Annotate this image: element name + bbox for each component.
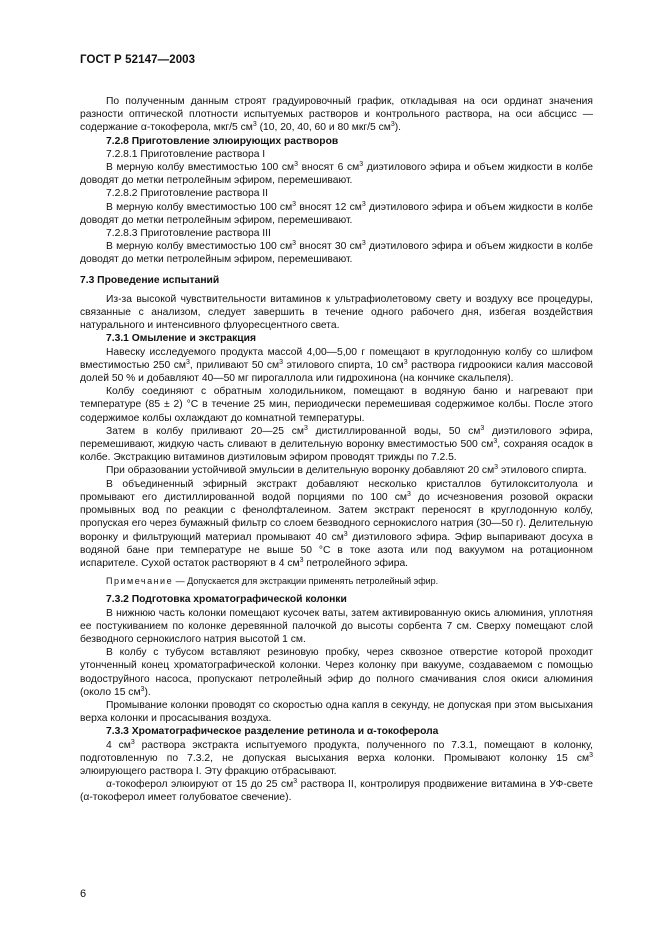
heading-7-2-8: 7.2.8 Приготовление элюирующих растворов bbox=[106, 135, 339, 147]
heading-7-3-3: 7.3.3 Хроматографическое разделение ретинола и α-токоферола bbox=[106, 726, 439, 738]
page-number: 6 bbox=[80, 888, 87, 900]
paragraph-7-3-3-b: α-токоферол элюируют от 15 до 25 $см^3$ раствора II, контролируя продвижение витамина в УФ-свете (α-токоферол имеет голубоватое свечение). bbox=[80, 778, 593, 804]
paragraph-7-3-3-a: 4 $см^3$ раствора экстракта испытуемого продукта, полученного по 7.3.1, помещают в колонку, подготовленную по 7.3.2, не допуская высыхания верха колонки. Промывают колонку 15 $см^3$ элюирующего раствора I. Эту фракцию отбрасывают. bbox=[80, 738, 593, 777]
paragraph-7-2-8-1: В мерную колбу вместимостью 100 $см^3$ вносят 6 $см^3$ диэтилового эфира и объем жидкости в колбе доводят до метки петролейным эфиром, перемешивают. bbox=[80, 161, 593, 187]
paragraph-7-2-8-2: В мерную колбу вместимостью 100 $см^3$ вносят 12 $см^3$ диэтилового эфира и объем жидкости в колбе доводят до метки петролейным эфиром, перемешивают. bbox=[80, 200, 593, 226]
paragraph-7-3-2-a: В нижнюю часть колонки помещают кусочек ваты, затем активированную окись алюминия, уплотняя ее постукиванием по колонке деревянной палочкой до высоты сорбента 7 см. Сверху помещают слой безводного сернокислого натрия высотой 1 см. bbox=[80, 607, 593, 645]
heading-7-3: 7.3 Проведение испытаний bbox=[80, 274, 220, 286]
paragraph-7-3-1-e: В объединенный эфирный экстракт добавляют несколько кристаллов бутилокситолуола и промывают его дистиллированной водой порциями по 100 $см^3$ до исчезновения розовой окраски промывных вод по реакции с фенолфталеином. Затем экстракт переносят в круглодонную колбу, пропуская его через бумажный фильтр со слоем безводного сернокислого натрия (30—50 г). Делительную воронку и фильтрующий материал промывают 40 $см^3$ диэтилового эфира. Эфир выпаривают досуха в водяной бане при температуре не выше 50 °С в токе азота или под вакуумом на ротационном испарителе. Сухой остаток растворяют в 4 $см^3$ петролейного эфира. bbox=[80, 478, 593, 569]
paragraph-calibration-graph: По полученным данным строят градуировочный график, откладывая на оси ординат значения разности оптической плотности испытуемых растворов и контрольного раствора, на оси абсцисс — содержание α-токоферола, мкг/5 $см^3$ (10, 20, 40, 60 и 80 мкг/5 $см^3$). bbox=[80, 96, 593, 134]
paragraph-7-3-2-b: В колбу с тубусом вставляют резиновую пробку, через сквозное отверстие которой проходит утонченный конец хроматографической колонки. Через колонку при вакууме, создаваемом с помощью водоструйного насоса, пропускают петролейный эфир до полного смачивания слоя окиси алюминия (около 15 $см^3$). bbox=[80, 647, 593, 698]
paragraph-7-3-1-a: Навеску исследуемого продукта массой 4,00—5,00 г помещают в круглодонную колбу со шлифом вместимостью 250 $см^3$, приливают 50 $см^3$ этилового спирта, 10 $см^3$ раствора гидроокиси калия массовой долей 50 % и добавляют 40—50 мг пирогаллола или гидрохинона (на кончике скальпеля). bbox=[80, 346, 593, 385]
document-header: ГОСТ Р 52147—2003 bbox=[80, 54, 196, 66]
page-content bbox=[80, 95, 593, 805]
note bbox=[80, 575, 593, 588]
paragraph-7-2-8-3: В мерную колбу вместимостью 100 $см^3$ вносят 30 $см^3$ диэтилового эфира и объем жидкости в колбе доводят до метки петролейным эфиром, перемешивают. bbox=[80, 240, 593, 266]
subheading-7-2-8-2: 7.2.8.2 Приготовление раствора II bbox=[106, 188, 269, 200]
paragraph-7-3-1-c: Затем в колбу приливают 20—25 $см^3$ дистиллированной воды, 50 $см^3$ диэтилового эфира, перемешивают, жидкую часть сливают в делительную воронку вместимостью 500 $см^3$, сохраняя осадок в колбе. Экстракцию витаминов диэтиловым эфиром проводят трижды по 7.2.5. bbox=[80, 424, 594, 464]
paragraph-7-3-2-c: Промывание колонки проводят со скоростью одна капля в секунду, не допуская при этом высыхания верха колонки и просасывания воздуха. bbox=[80, 699, 593, 725]
heading-7-3-1: 7.3.1 Омыление и экстракция bbox=[106, 333, 256, 345]
heading-7-3-2: 7.3.2 Подготовка хроматографической колонки bbox=[106, 594, 347, 606]
subheading-7-2-8-3: 7.2.8.3 Приготовление раствора III bbox=[106, 228, 271, 240]
paragraph-7-3-1-b: Колбу соединяют с обратным холодильником, помещают в водяную баню и нагревают при температуре (85 ± 2) °С в течение 25 мин, периодически перемешивая содержимое колбы. После этого содержимое колбы охлаждают до комнатной температуры. bbox=[80, 386, 593, 424]
paragraph-7-3-1-d: При образовании устойчивой эмульсии в делительную воронку добавляют 20 $см^3$ этилового спирта. bbox=[106, 464, 587, 477]
paragraph-7-3: Из-за высокой чувствительности витаминов к ультрафиолетовому свету и воздуху все процедуры, связанные с анализом, следует завершить в течение одного рабочего дня, избегая воздействия натурального и интенсивного флуоресцентного света. bbox=[80, 293, 593, 332]
note-text: — Допускается для экстракции применять петролейный эфир. bbox=[173, 576, 439, 587]
subheading-7-2-8-1: 7.2.8.1 Приготовление раствора I bbox=[106, 148, 266, 160]
note-label: Примечание bbox=[106, 576, 174, 587]
